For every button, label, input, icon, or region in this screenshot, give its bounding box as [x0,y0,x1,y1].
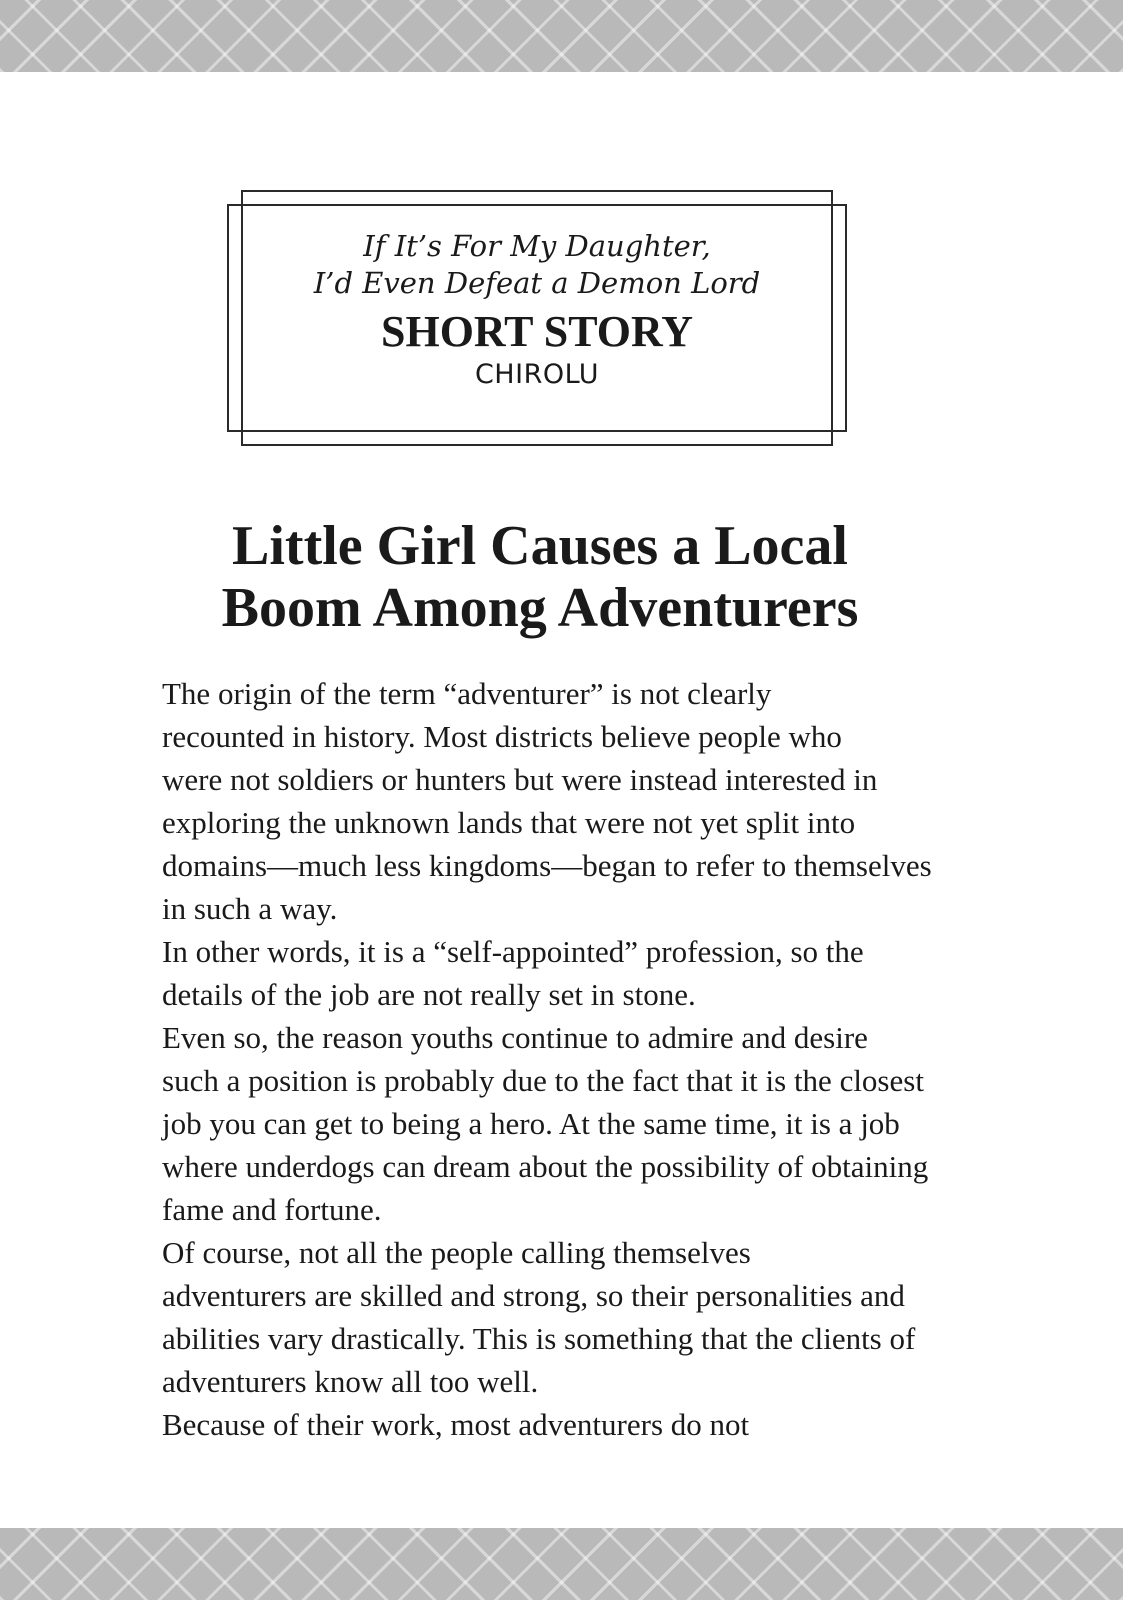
text-line: job you can get to being a hero. At the same time, it is a job [162,1106,900,1141]
decorative-top-border [0,0,1123,72]
author-name: CHIROLU [474,359,600,390]
text-line: where underdogs can dream about the possibility of obtaining [162,1149,929,1184]
series-title [227,228,847,302]
text-line: in such a way. [162,891,338,926]
story-title [100,515,980,639]
text-line: were not soldiers or hunters but were instead interested in [162,762,878,797]
text-line: exploring the unknown lands that were not yet split into [162,805,856,840]
text-line: abilities vary drastically. This is something that the clients of [162,1321,916,1356]
paragraph [108,1016,978,1231]
text-line: Even so, the reason youths continue to admire and desire [162,1020,868,1055]
story-title-line: Little Girl Causes a Local [232,515,848,577]
paragraph [108,1231,978,1403]
text-line: adventurers are skilled and strong, so their personalities and [162,1278,905,1313]
text-line: domains—much less kingdoms—began to refer to themselves [162,848,932,883]
text-line: In other words, it is a “self-appointed” profession, so the [162,934,864,969]
text-line: Of course, not all the people calling themselves [162,1235,751,1270]
text-line: recounted in history. Most districts believe people who [162,719,842,754]
series-title-line: If It’s For My Daughter, [363,229,711,263]
paragraph [108,930,978,1016]
text-line: details of the job are not really set in stone. [162,977,696,1012]
text-line: fame and fortune. [162,1192,382,1227]
text-line: such a position is probably due to the fact that it is the closest [162,1063,924,1098]
decorative-bottom-border [0,1528,1123,1600]
paragraph [108,1403,978,1446]
story-title-line: Boom Among Adventurers [221,577,859,639]
story-body [108,672,978,1446]
title-frame [227,190,847,446]
text-line: Because of their work, most adventurers do not [162,1407,750,1442]
section-label: SHORT STORY [381,307,693,356]
text-line: adventurers know all too well. [162,1364,539,1399]
paragraph [108,672,978,930]
text-line: The origin of the term “adventurer” is not clearly [162,676,772,711]
series-title-line: I’d Even Defeat a Demon Lord [313,266,761,300]
